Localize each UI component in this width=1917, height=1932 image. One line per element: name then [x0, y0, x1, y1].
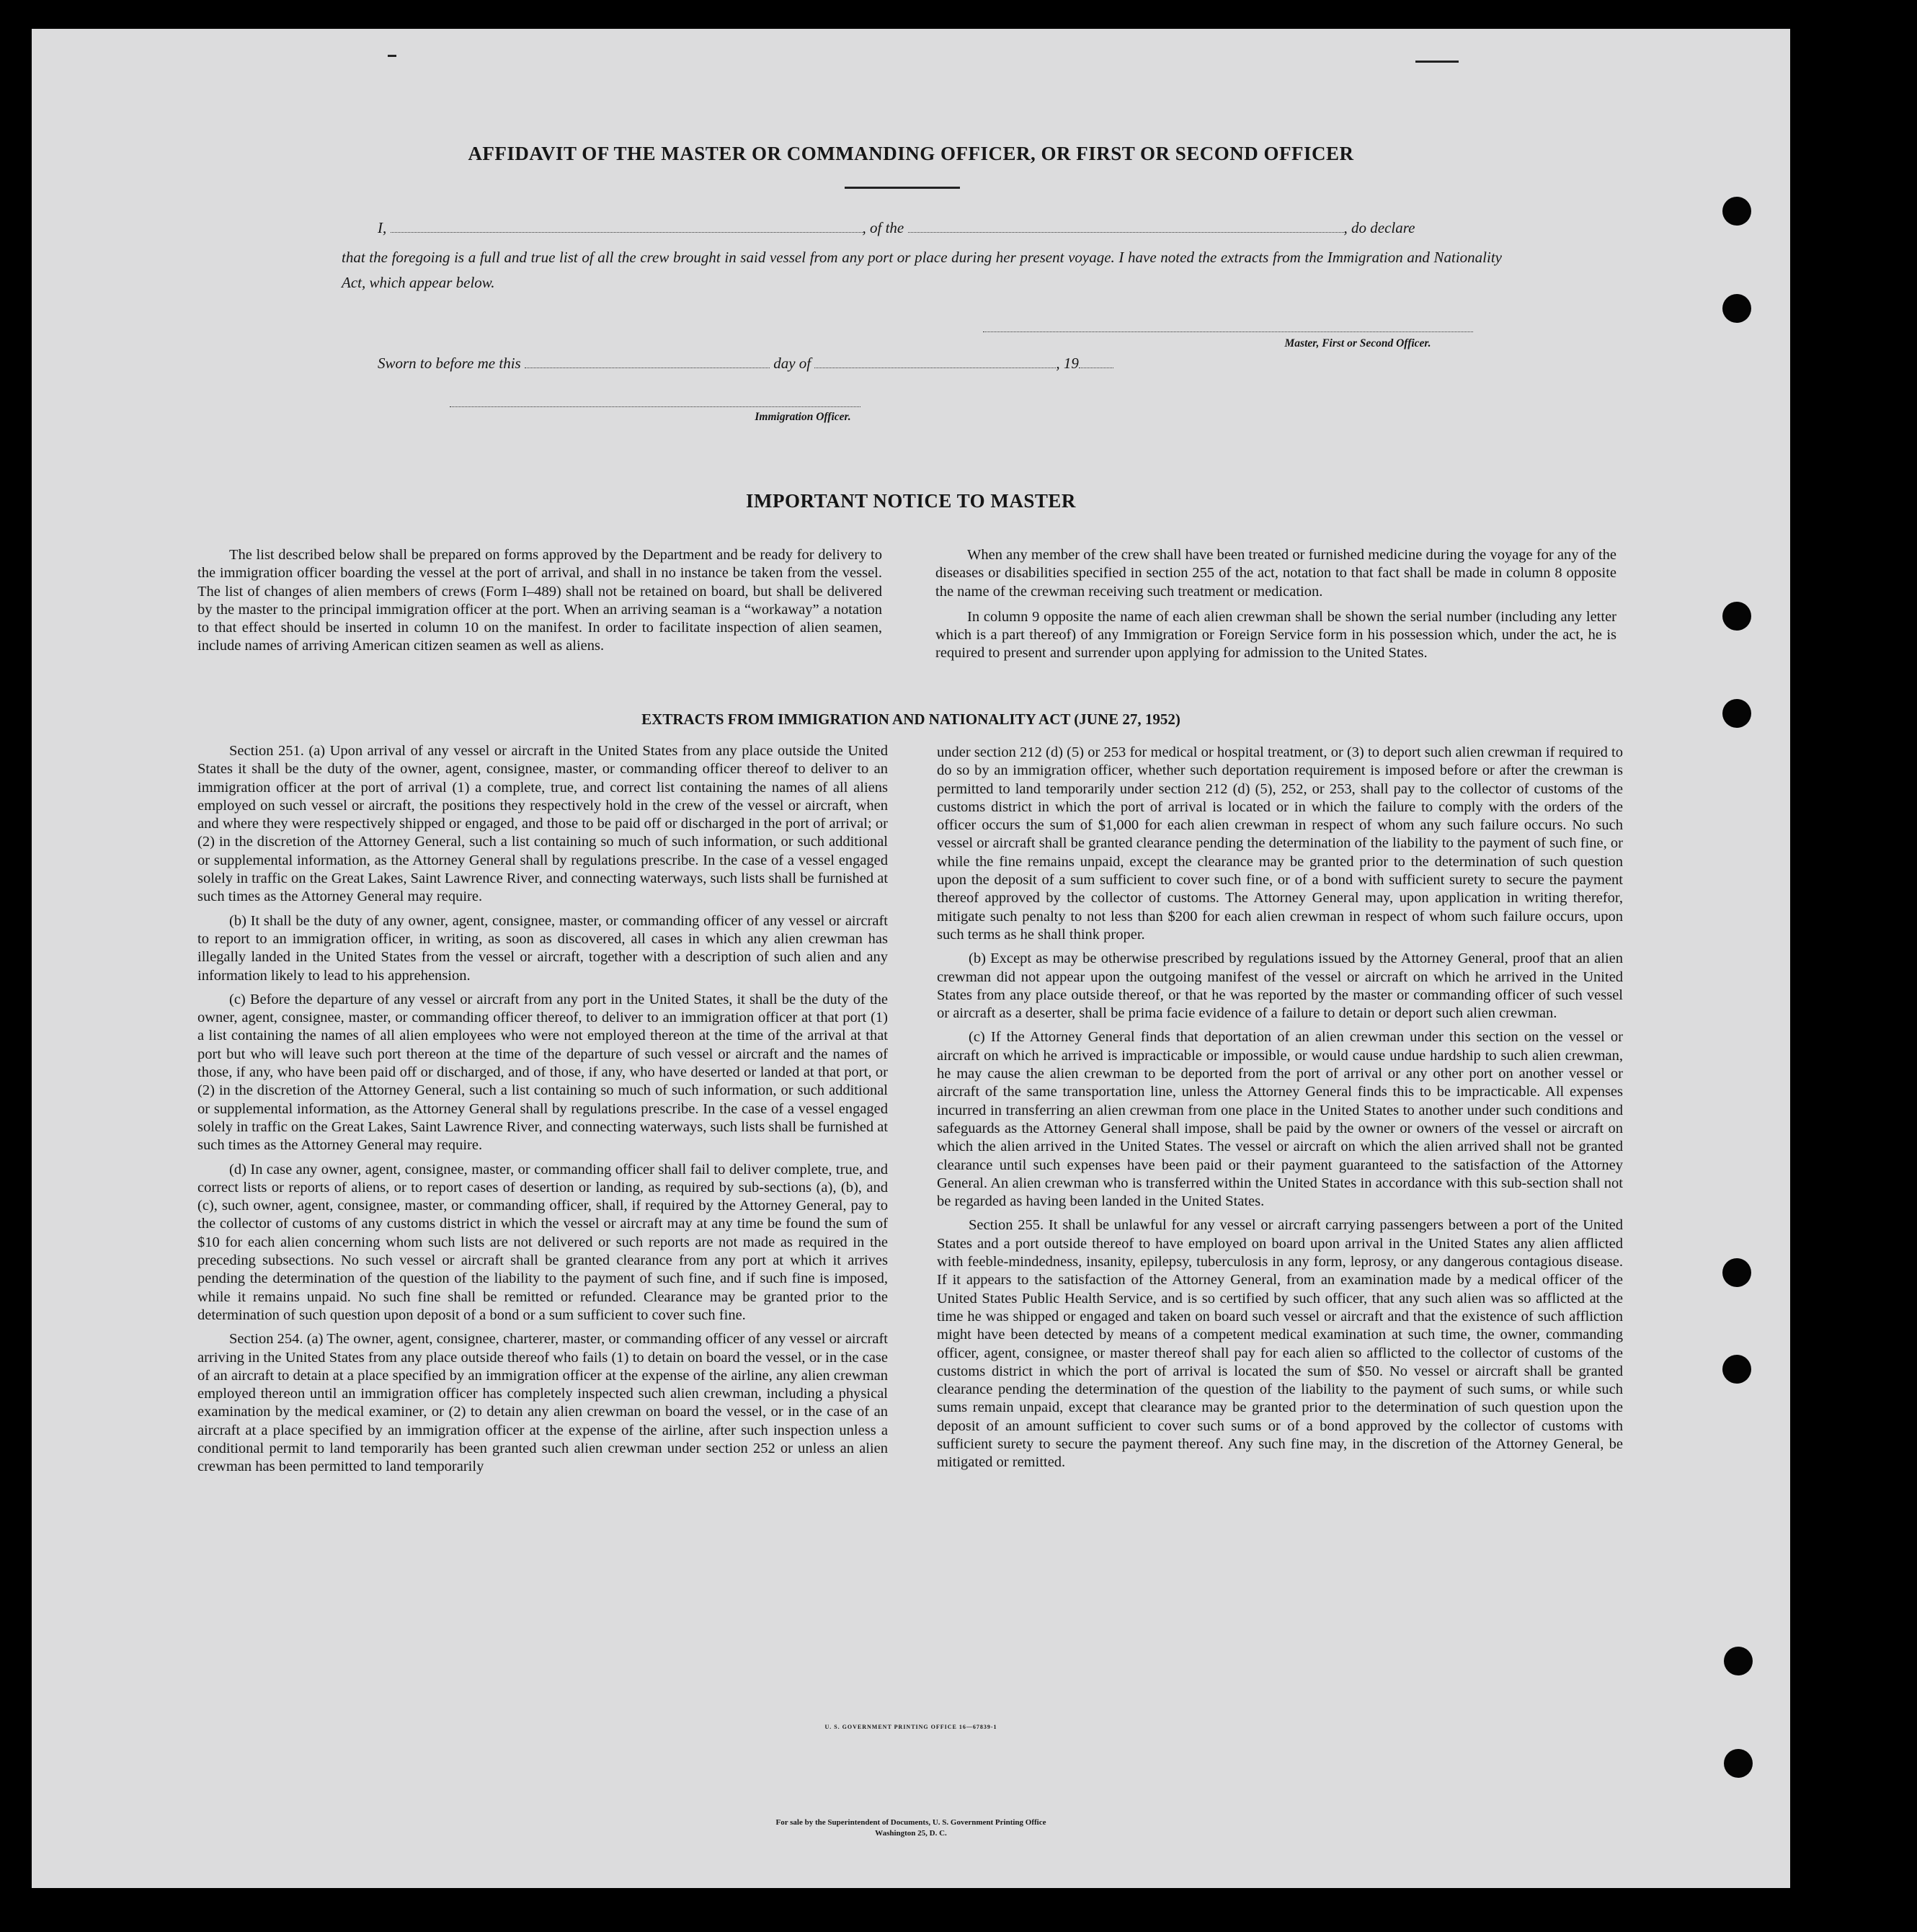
section-254-a: Section 254. (a) The owner, agent, consignee, charterer, master, or commanding officer of any vessel or aircraft arriving in the United States from any place outside thereof who fails (1) to detain on board the vessel, or in the case of an aircraft to detain at a place specified by an immigration officer at the expense of the airline, any alien crewman employed thereon until an immigration officer has completely inspected such alien crewman, including a physical examination by the medical examiner, or (2) to detain any alien crewman on board the vessel, or in the case of an aircraft at a place specified by an immigration officer at the expense of the airline, after such inspection unless a conditional permit to land temporarily has been granted such alien crewman under section 252 or unless an alien crewman has been permitted to land temporarily [197, 1331, 888, 1475]
notice-right-paragraph-1: When any member of the crew shall have been treated or furnished medicine during the voyage for any of the diseases or disabilities specified in section 255 of the act, notation to that fact shall be made in column 8 opposite the name of the crewman receiving such treatment or medication. [935, 547, 1616, 600]
punch-hole [1722, 1258, 1751, 1287]
master-signature-caption: Master, First or Second Officer. [1284, 337, 1431, 350]
punch-hole [1722, 1355, 1751, 1384]
print-code: U. S. GOVERNMENT PRINTING OFFICE 16—67839-1 [824, 1724, 997, 1730]
punch-hole [1722, 294, 1751, 323]
notice-left-column [197, 546, 882, 662]
declaration-line [378, 219, 1502, 237]
sworn-line [378, 355, 1242, 373]
extracts-title: EXTRACTS FROM IMMIGRATION AND NATIONALITY ACT (JUNE 27, 1952) [641, 711, 1180, 728]
vessel-field[interactable] [908, 232, 1344, 233]
day-of-label: day of [773, 355, 811, 372]
sale-line-2: Washington 25, D. C. [875, 1829, 947, 1838]
section-251-a: Section 251. (a) Upon arrival of any vessel or aircraft in the United States from any place outside the United States it shall be the duty of the owner, agent, consignee, master, or commanding officer thereof to deliver to an immigration officer at the port of arrival (1) a complete, true, and correct list containing the names of all aliens employed on such vessel or aircraft, the positions they respectively hold in the crew of the vessel or aircraft, when and where they were respectively shipped or engaged, and those to be paid off or discharged in the port of arrival; or (2) in the discretion of the Attorney General, such a list containing so much of such information, or such additional or supplemental information, as the Attorney General shall by regulations prescribe. In the case of a vessel engaged solely in traffic on the Great Lakes, Saint Lawrence River, and connecting waterways, such lists shall be furnished at such times as the Attorney General may require. [197, 743, 889, 905]
immigration-officer-caption: Immigration Officer. [755, 411, 851, 423]
notice-right-column [935, 546, 1616, 669]
form-page [32, 29, 1790, 1888]
immigration-officer-signature-line[interactable] [450, 406, 860, 407]
section-251-c: (c) Before the departure of any vessel or aircraft from any port in the United States, it shall be the duty of the owner, agent, consignee, master, or commanding officer thereof, to deliver to an immigration officer at that port (1) a list containing the names of all alien employees who were not employed thereon at the time of the arrival at that port but who will leave such port thereon at the time of the departure of such vessel or aircraft and the names of those, if any, who have been paid off or discharged, and of those, if any, who have deserted or landed at that port, or (2) in the discretion of the Attorney General, such a list containing so much of such information, or such additional or supplemental information, as the Attorney General shall by regulations prescribe. In the case of a vessel engaged solely in traffic on the Great Lakes, Saint Lawrence River, and connecting waterways, such lists shall be furnished at such times as the Attorney General may require. [197, 991, 889, 1154]
section-251-d: (d) In case any owner, agent, consignee, master, or commanding officer shall fail to deliver complete, true, and correct lists or reports of aliens, or to report cases of desertion or landing, as required by sub-sections (a), (b), and (c), such owner, agent, consignee, master, or commanding officer, shall, if required by the Attorney General, pay to the collector of customs of any customs district in which the vessel or aircraft may at any time be found the sum of $10 for each alien concerning whom such lists are not delivered or such reports are not made as required in the preceding subsections. No such vessel or aircraft shall be granted clearance from any port at which it arrives pending the determination of the question of the liability to the payment of such fine, and if such fine is imposed, while it remains unpaid. No such fine shall be remitted or refunded. Clearance may be granted prior to the determination of such question upon deposit of a bond or a sum sufficient to cover such fine. [197, 1161, 888, 1323]
punch-hole [1722, 699, 1751, 728]
section-254-a-continued: under section 212 (d) (5) or 253 for medical or hospital treatment, or (3) to deport such alien crewman if required to do so by an immigration officer, whether such deportation requirement is imposed before or after the crewman is permitted to land temporarily under section 212 (d) (5), 252, or 253, shall pay to the collector of customs of the customs district in which the port of arrival is located or in which the failure to comply with the orders of the officer occurs the sum of $1,000 for each alien crewman in respect of whom any such failure occurs. No such vessel or aircraft shall be granted clearance pending the determination of the liability to the payment of such fine, or while the fine remains unpaid, except the clearance may be granted prior to the determination of such question upon the deposit of a sum sufficient to cover such fine, or of a bond with sufficient surety to secure the payment thereof approved by the collector of customs. The Attorney General may, upon application in writing therefor, mitigate such penalty to not less than $200 for each alien crewman in respect of whom such failure occurs, upon such terms as he shall think proper. [937, 744, 1623, 943]
notice-left-paragraph: The list described below shall be prepared on forms approved by the Department and be ready for delivery to the immigration officer boarding the vessel at the port of arrival, and shall in no instance be taken from the vessel. The list of changes of alien members of crews (Form I–489) shall not be retained on board, but shall be delivered by the master to the principal immigration officer at the port. When an arriving seaman is a “workaway” a notation to that effect should be inserted in column 10 on the manifest. In order to facilitate inspection of alien seamen, include names of arriving American citizen seamen as well as aliens. [197, 547, 882, 654]
of-the-label: , of the [862, 219, 904, 236]
sale-line-1: For sale by the Superintendent of Documents, U. S. Government Printing Office [775, 1818, 1046, 1827]
title-divider [845, 187, 960, 189]
year-label: , 19 [1056, 355, 1079, 372]
do-declare-label: , do declare [1343, 219, 1415, 236]
scan-mark [388, 55, 396, 57]
extracts-left-column [197, 742, 888, 1482]
i-label: I, [378, 219, 387, 236]
section-254-b: (b) Except as may be otherwise prescribed by regulations issued by the Attorney General, proof that an alien crewman did not appear upon the outgoing manifest of the vessel or aircraft on which he arrived in the United States from any place outside thereof, or that he was reported by the master or commanding officer of such vessel or aircraft as a deserter, shall be prima facie evidence of a failure to detain or deport such alien crewman. [937, 951, 1623, 1022]
extracts-right-column [937, 744, 1623, 1478]
punch-hole [1722, 602, 1751, 631]
section-254-c: (c) If the Attorney General finds that deportation of an alien crewman under this section on the vessel or aircraft on which he arrived is impracticable or impossible, or would cause undue hardship to such alien crewman, he may cause the alien crewman to be deported from the port of arrival or any other port on another vessel or aircraft of the same transportation line, unless the Attorney General finds this to be impracticable. All expenses incurred in transferring an alien crewman from one place in the United States to another under such conditions and safeguards as the Attorney General shall impose, shall be paid by the owner or owners of the vessel or aircraft on which the alien arrived in the United States. The vessel or aircraft on which the alien arrived shall not be granted clearance until such expenses have been paid or their payment guaranteed to the satisfaction of the Attorney General. An alien crewman who is transferred within the United States in accordance with this sub-section shall not be regarded as having been landed in the United States. [937, 1029, 1623, 1210]
punch-hole [1724, 1749, 1753, 1778]
punch-hole [1722, 197, 1751, 226]
sworn-label: Sworn to before me this [378, 355, 521, 372]
affidavit-statement: that the foregoing is a full and true list of all the crew brought in said vessel from any port or place during her present voyage. I have noted the extracts from the Immigration and Nationality Act, which appear below. [342, 249, 1502, 291]
affidavit-title: AFFIDAVIT OF THE MASTER OR COMMANDING OFFICER, OR FIRST OR SECOND OFFICER [468, 143, 1354, 164]
punch-hole [1724, 1647, 1753, 1675]
section-251-b: (b) It shall be the duty of any owner, agent, consignee, master, or commanding officer of any vessel or aircraft to report to an immigration officer, in writing, as soon as discovered, all cases in which any alien crewman has illegally landed in the United States from the vessel or aircraft, together with a description of such alien and any information likely to lead to his apprehension. [197, 912, 888, 984]
master-signature-line[interactable] [983, 331, 1473, 332]
notice-title: IMPORTANT NOTICE TO MASTER [746, 490, 1076, 512]
scan-mark [1415, 61, 1459, 63]
section-255: Section 255. It shall be unlawful for any vessel or aircraft carrying passengers between a port of the United States and a port outside thereof to have employed on board upon arrival in the United States any alien afflicted with feeble-mindedness, insanity, epilepsy, tuberculosis in any form, leprosy, or any dangerous contagious disease. If it appears to the satisfaction of the Attorney General, from an examination made by a medical officer of the United States Public Health Service, and is so certified by such officer, that any such alien was so afflicted at the time he was shipped or engaged and taken on board such vessel or aircraft and that the existence of such affliction might have been detected by means of a competent medical examination at such time, the owner, commanding officer, agent, consignee, or master thereof shall pay for each alien so afflicted to the collector of customs of the customs district in which the port of arrival is located the sum of $50. No vessel or aircraft shall be granted clearance pending the determination of the question of the liability to the payment of such sums, or while such sums remain unpaid, except that clearance may be granted prior to the determination of such question upon the deposit of an amount sufficient to cover such sums or of a bond approved by the collector of customs with sufficient surety to secure the payment thereof. Any such fine may, in the discretion of the Attorney General, be mitigated or remitted. [937, 1217, 1623, 1471]
notice-right-paragraph-2: In column 9 opposite the name of each alien crewman shall be shown the serial number (including any letter which is a part thereof) of any Immigration or Foreign Service form in his possession which, under the act, he is required to present and surrender upon applying for admission to the United States. [935, 608, 1616, 662]
name-field[interactable] [391, 232, 863, 233]
